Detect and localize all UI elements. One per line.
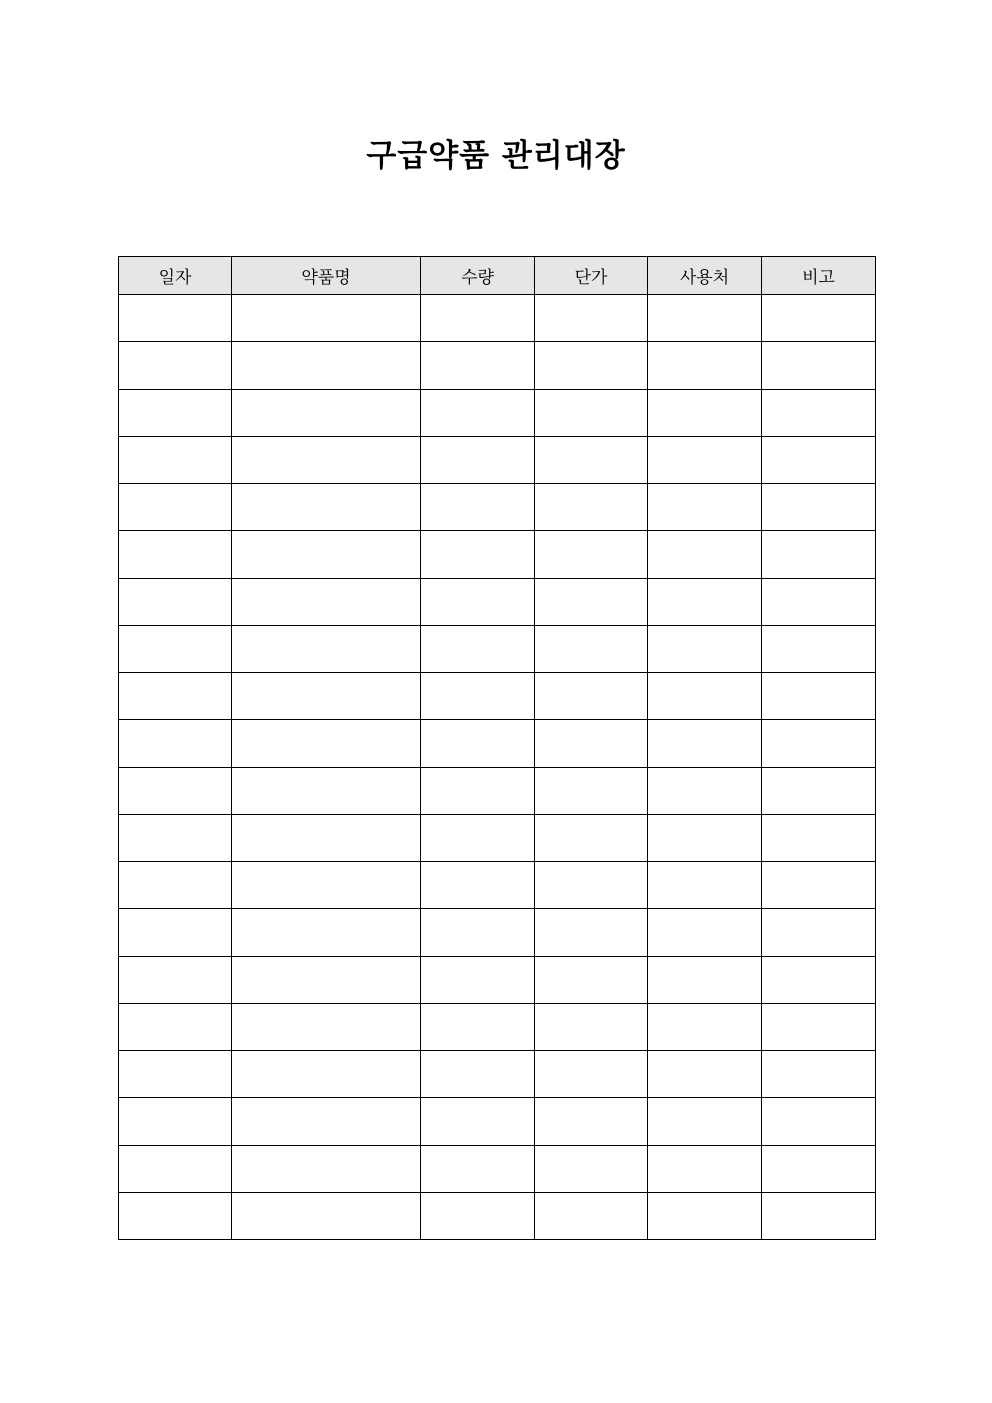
date-cell[interactable] <box>119 956 232 1003</box>
table-header-row <box>119 257 876 295</box>
usage-cell[interactable] <box>648 1145 762 1192</box>
unit-price-cell[interactable] <box>535 1145 648 1192</box>
table-row <box>119 436 876 483</box>
date-cell[interactable] <box>119 673 232 720</box>
date-cell[interactable] <box>119 531 232 578</box>
quantity-cell[interactable] <box>421 1192 535 1239</box>
unit-price-cell[interactable] <box>535 1051 648 1098</box>
quantity-cell[interactable] <box>421 1051 535 1098</box>
quantity-cell[interactable] <box>421 436 535 483</box>
usage-cell[interactable] <box>648 436 762 483</box>
table-row <box>119 909 876 956</box>
date-cell[interactable] <box>119 720 232 767</box>
ledger-table <box>118 256 876 1240</box>
date-cell[interactable] <box>119 767 232 814</box>
table-row <box>119 720 876 767</box>
remarks-cell[interactable] <box>762 578 876 625</box>
table-row <box>119 673 876 720</box>
medicine-name-cell[interactable] <box>232 295 421 342</box>
remarks-cell[interactable] <box>762 436 876 483</box>
unit-price-cell[interactable] <box>535 578 648 625</box>
table-row <box>119 484 876 531</box>
table-row <box>119 389 876 436</box>
quantity-cell[interactable] <box>421 1098 535 1145</box>
quantity-cell[interactable] <box>421 1145 535 1192</box>
date-cell[interactable] <box>119 909 232 956</box>
quantity-cell[interactable] <box>421 342 535 389</box>
date-cell[interactable] <box>119 1098 232 1145</box>
usage-cell[interactable] <box>648 956 762 1003</box>
quantity-cell[interactable] <box>421 1003 535 1050</box>
remarks-cell[interactable] <box>762 342 876 389</box>
medicine-name-cell[interactable] <box>232 673 421 720</box>
date-cell[interactable] <box>119 1145 232 1192</box>
unit-price-cell[interactable] <box>535 295 648 342</box>
medicine-name-cell[interactable] <box>232 578 421 625</box>
quantity-cell[interactable] <box>421 295 535 342</box>
page-title: 구급약품 관리대장 <box>366 138 626 174</box>
usage-cell[interactable] <box>648 484 762 531</box>
usage-cell[interactable] <box>648 1192 762 1239</box>
unit-price-cell[interactable] <box>535 862 648 909</box>
table-row <box>119 295 876 342</box>
quantity-cell[interactable] <box>421 673 535 720</box>
date-cell[interactable] <box>119 1192 232 1239</box>
column-header-quantity: 수량 <box>421 257 535 295</box>
quantity-cell[interactable] <box>421 814 535 861</box>
medicine-name-cell[interactable] <box>232 814 421 861</box>
remarks-cell[interactable] <box>762 531 876 578</box>
remarks-cell[interactable] <box>762 814 876 861</box>
column-header-unit-price: 단가 <box>535 257 648 295</box>
usage-cell[interactable] <box>648 1051 762 1098</box>
remarks-cell[interactable] <box>762 389 876 436</box>
usage-cell[interactable] <box>648 814 762 861</box>
date-cell[interactable] <box>119 862 232 909</box>
remarks-cell[interactable] <box>762 295 876 342</box>
remarks-cell[interactable] <box>762 720 876 767</box>
usage-cell[interactable] <box>648 720 762 767</box>
medicine-name-cell[interactable] <box>232 1098 421 1145</box>
unit-price-cell[interactable] <box>535 956 648 1003</box>
remarks-cell[interactable] <box>762 1003 876 1050</box>
table-row <box>119 1051 876 1098</box>
unit-price-cell[interactable] <box>535 1192 648 1239</box>
medicine-name-cell[interactable] <box>232 767 421 814</box>
medicine-name-cell[interactable] <box>232 909 421 956</box>
date-cell[interactable] <box>119 484 232 531</box>
column-header-medicine-name: 약품명 <box>232 257 421 295</box>
table-row <box>119 1145 876 1192</box>
unit-price-cell[interactable] <box>535 389 648 436</box>
usage-cell[interactable] <box>648 342 762 389</box>
quantity-cell[interactable] <box>421 389 535 436</box>
unit-price-cell[interactable] <box>535 720 648 767</box>
quantity-cell[interactable] <box>421 484 535 531</box>
table-row <box>119 1003 876 1050</box>
table-row <box>119 625 876 672</box>
medicine-name-cell[interactable] <box>232 1003 421 1050</box>
table-row <box>119 578 876 625</box>
remarks-cell[interactable] <box>762 1098 876 1145</box>
remarks-cell[interactable] <box>762 673 876 720</box>
quantity-cell[interactable] <box>421 909 535 956</box>
table-row <box>119 814 876 861</box>
usage-cell[interactable] <box>648 531 762 578</box>
unit-price-cell[interactable] <box>535 342 648 389</box>
unit-price-cell[interactable] <box>535 673 648 720</box>
medicine-name-cell[interactable] <box>232 720 421 767</box>
table-row <box>119 767 876 814</box>
table-row <box>119 531 876 578</box>
usage-cell[interactable] <box>648 673 762 720</box>
quantity-cell[interactable] <box>421 956 535 1003</box>
unit-price-cell[interactable] <box>535 484 648 531</box>
medicine-name-cell[interactable] <box>232 531 421 578</box>
date-cell[interactable] <box>119 578 232 625</box>
usage-cell[interactable] <box>648 767 762 814</box>
remarks-cell[interactable] <box>762 484 876 531</box>
column-header-remarks: 비고 <box>762 257 876 295</box>
date-cell[interactable] <box>119 1051 232 1098</box>
table-row <box>119 1098 876 1145</box>
remarks-cell[interactable] <box>762 625 876 672</box>
unit-price-cell[interactable] <box>535 814 648 861</box>
usage-cell[interactable] <box>648 578 762 625</box>
remarks-cell[interactable] <box>762 1145 876 1192</box>
usage-cell[interactable] <box>648 909 762 956</box>
table-row <box>119 342 876 389</box>
remarks-cell[interactable] <box>762 767 876 814</box>
unit-price-cell[interactable] <box>535 767 648 814</box>
medicine-name-cell[interactable] <box>232 956 421 1003</box>
quantity-cell[interactable] <box>421 862 535 909</box>
date-cell[interactable] <box>119 342 232 389</box>
usage-cell[interactable] <box>648 1003 762 1050</box>
unit-price-cell[interactable] <box>535 531 648 578</box>
date-cell[interactable] <box>119 814 232 861</box>
column-header-date: 일자 <box>119 257 232 295</box>
quantity-cell[interactable] <box>421 578 535 625</box>
date-cell[interactable] <box>119 625 232 672</box>
medicine-name-cell[interactable] <box>232 1192 421 1239</box>
unit-price-cell[interactable] <box>535 1098 648 1145</box>
unit-price-cell[interactable] <box>535 625 648 672</box>
table-body <box>119 295 876 1240</box>
quantity-cell[interactable] <box>421 767 535 814</box>
medicine-name-cell[interactable] <box>232 389 421 436</box>
medicine-name-cell[interactable] <box>232 342 421 389</box>
remarks-cell[interactable] <box>762 909 876 956</box>
medicine-name-cell[interactable] <box>232 1145 421 1192</box>
remarks-cell[interactable] <box>762 956 876 1003</box>
remarks-cell[interactable] <box>762 1192 876 1239</box>
usage-cell[interactable] <box>648 625 762 672</box>
medicine-name-cell[interactable] <box>232 625 421 672</box>
column-header-usage: 사용처 <box>648 257 762 295</box>
table-row <box>119 1192 876 1239</box>
remarks-cell[interactable] <box>762 862 876 909</box>
remarks-cell[interactable] <box>762 1051 876 1098</box>
usage-cell[interactable] <box>648 295 762 342</box>
date-cell[interactable] <box>119 295 232 342</box>
date-cell[interactable] <box>119 1003 232 1050</box>
usage-cell[interactable] <box>648 1098 762 1145</box>
quantity-cell[interactable] <box>421 625 535 672</box>
medicine-name-cell[interactable] <box>232 862 421 909</box>
usage-cell[interactable] <box>648 389 762 436</box>
usage-cell[interactable] <box>648 862 762 909</box>
date-cell[interactable] <box>119 436 232 483</box>
date-cell[interactable] <box>119 389 232 436</box>
medicine-name-cell[interactable] <box>232 484 421 531</box>
unit-price-cell[interactable] <box>535 909 648 956</box>
quantity-cell[interactable] <box>421 531 535 578</box>
table-row <box>119 862 876 909</box>
medicine-name-cell[interactable] <box>232 436 421 483</box>
unit-price-cell[interactable] <box>535 436 648 483</box>
unit-price-cell[interactable] <box>535 1003 648 1050</box>
quantity-cell[interactable] <box>421 720 535 767</box>
table-row <box>119 956 876 1003</box>
medicine-name-cell[interactable] <box>232 1051 421 1098</box>
